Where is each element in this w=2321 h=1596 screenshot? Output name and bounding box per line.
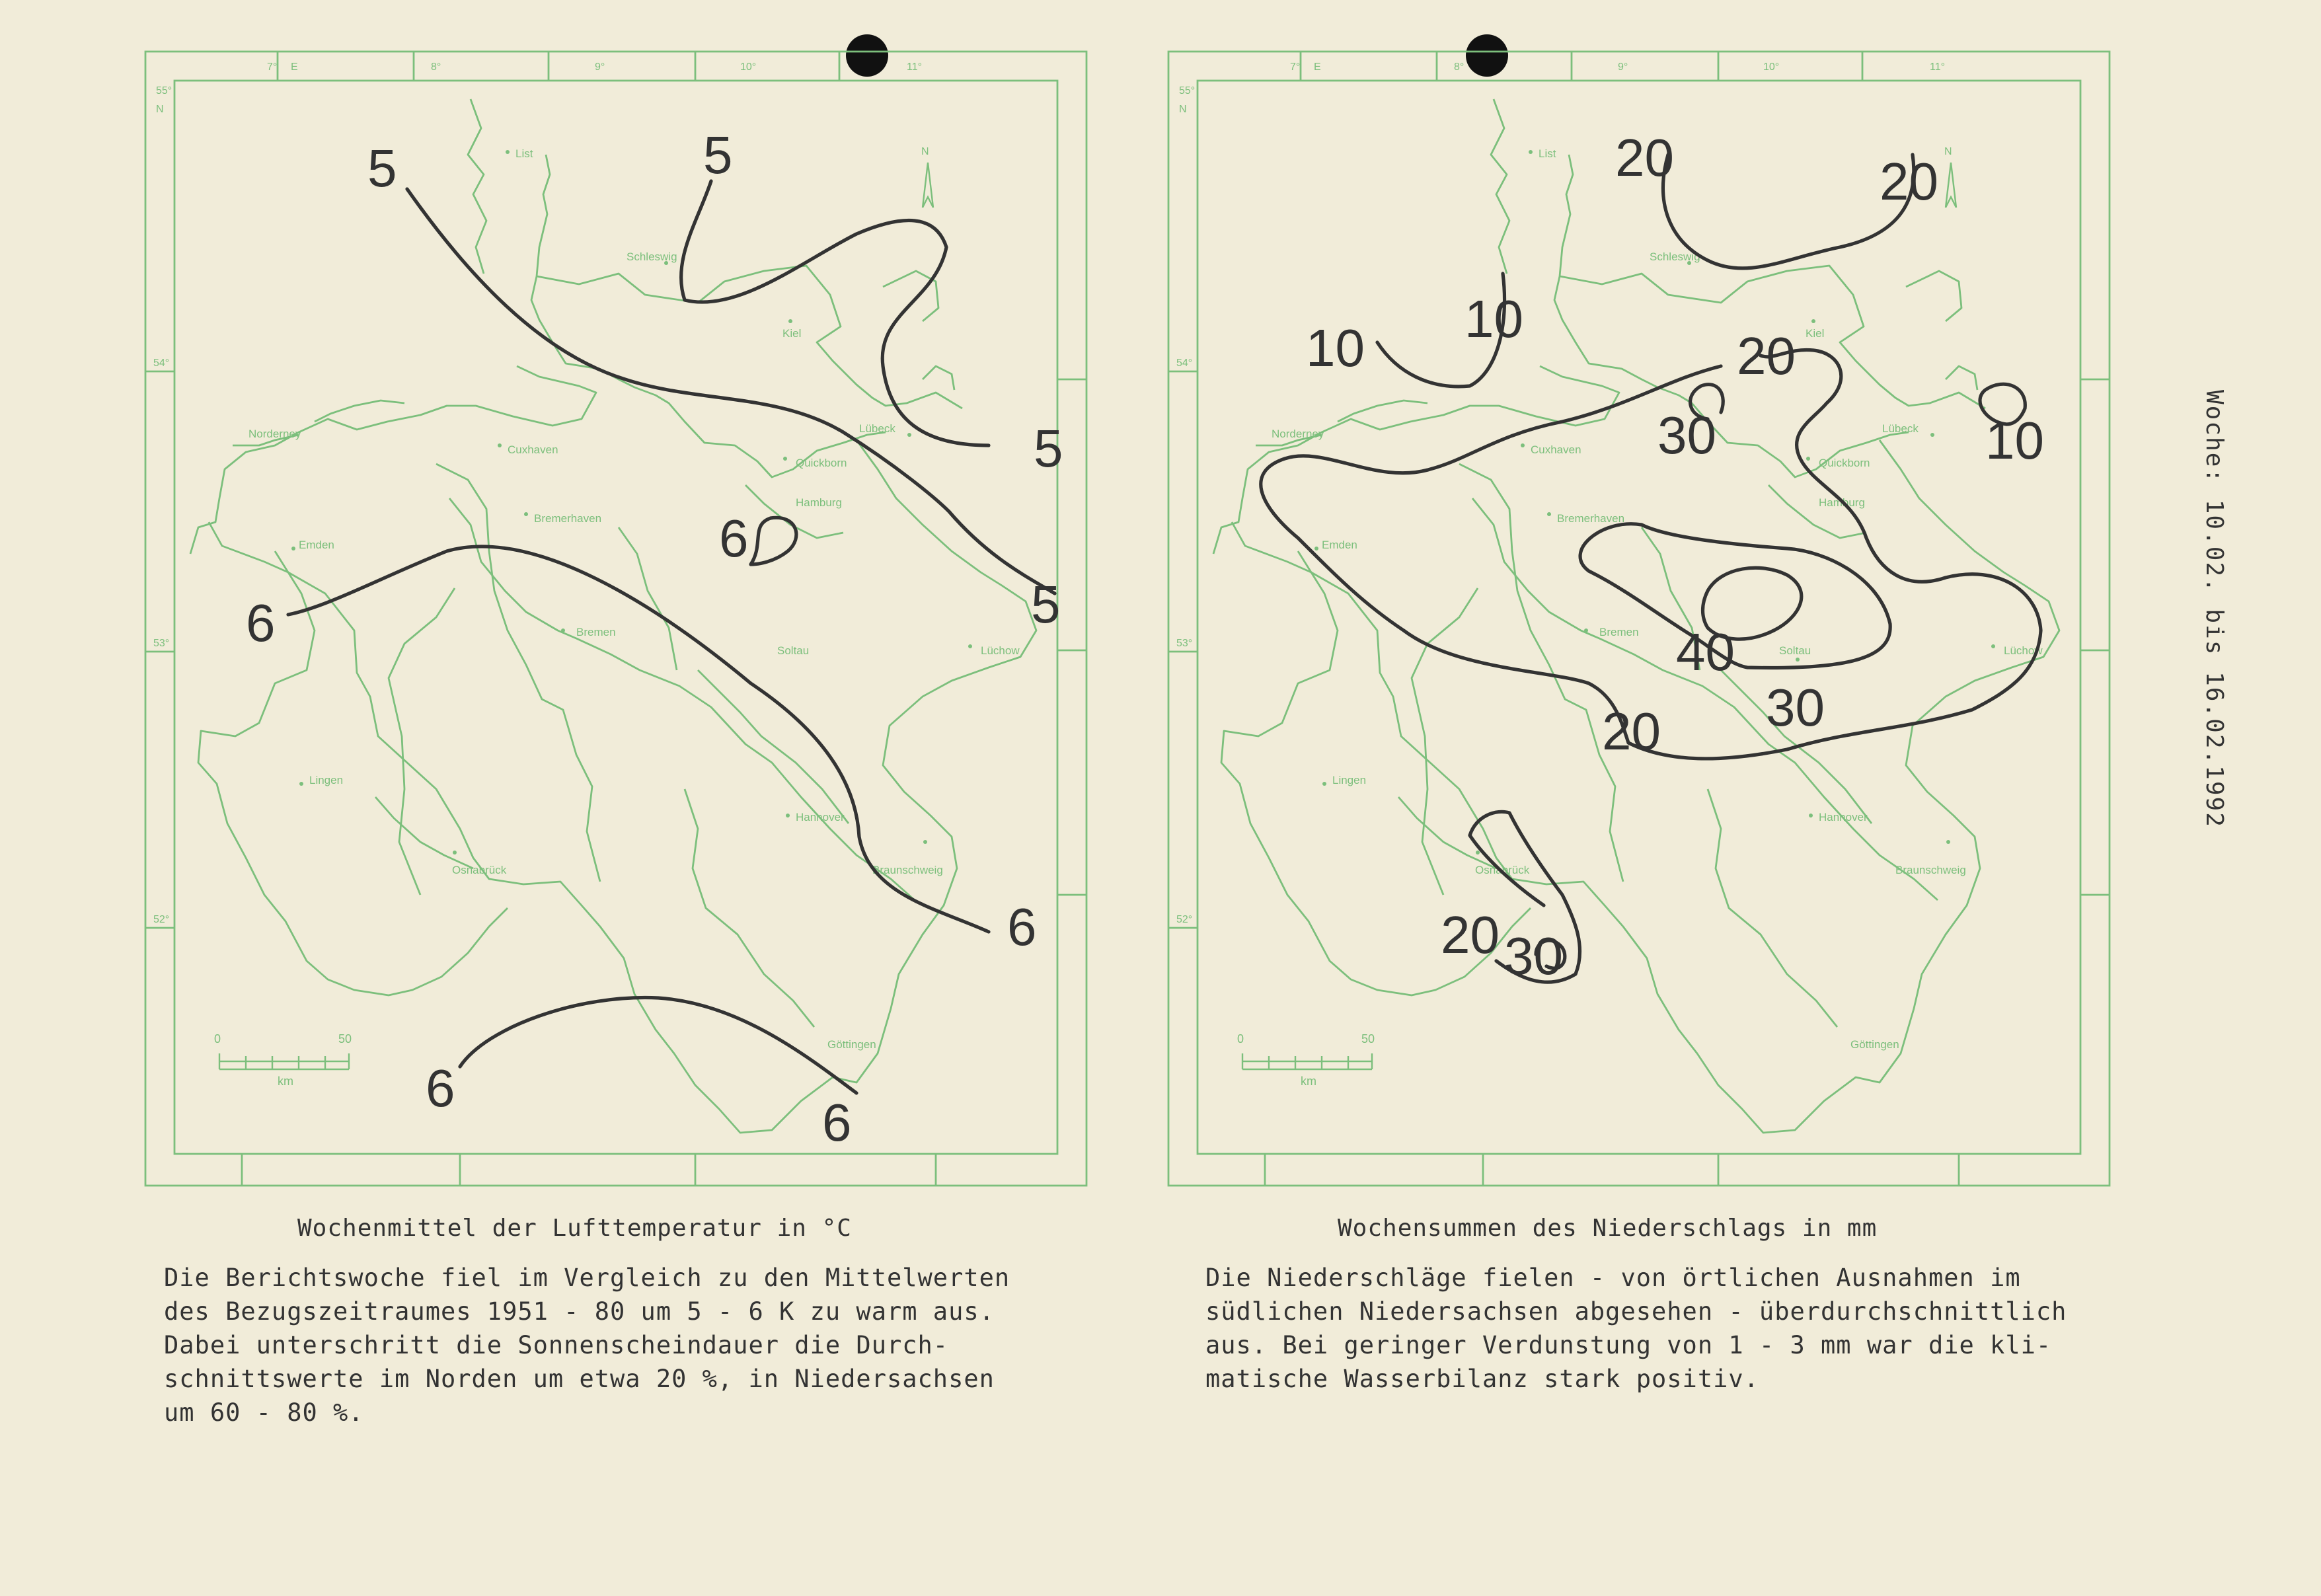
temperature-map (143, 49, 1089, 1188)
text-line: Dabei unterschritt die Sonnenscheindauer die Durch- (164, 1331, 949, 1359)
city-luechow (968, 644, 1020, 657)
lat-tick: 53° (153, 638, 170, 649)
lon-tick: 7° (267, 61, 278, 73)
svg-text:Kiel: Kiel (782, 327, 802, 340)
svg-text:Schleswig: Schleswig (627, 250, 677, 263)
svg-text:Emden: Emden (299, 539, 334, 551)
text-line: Die Berichtswoche fiel im Vergleich zu den Mittelwerten (164, 1264, 1010, 1292)
lat-tick: 54° (1176, 358, 1193, 369)
svg-text:Hamburg: Hamburg (796, 496, 842, 509)
lon-tick: E (1314, 61, 1321, 73)
lon-tick: 10° (740, 61, 757, 73)
lon-tick: E (291, 61, 298, 73)
precipitation-map-caption: Wochensummen des Niederschlags in mm (1338, 1215, 1878, 1242)
isoline-label: 6 (719, 509, 749, 568)
scale-bar (214, 1032, 352, 1088)
isoline-label: 10 (1306, 319, 1365, 377)
text-line: matische Wasserbilanz stark positiv. (1205, 1365, 1759, 1393)
svg-text:Bremerhaven: Bremerhaven (1557, 512, 1625, 525)
base-map (1213, 99, 2059, 1133)
svg-text:Soltau: Soltau (777, 644, 810, 657)
svg-text:Hannover: Hannover (1819, 811, 1868, 823)
svg-text:Emden: Emden (1322, 539, 1357, 551)
inner-frame (174, 81, 1057, 1154)
city-bremen (561, 626, 616, 638)
north-label: N (1944, 146, 1952, 157)
precipitation-map-svg (1166, 49, 2112, 1188)
temperature-map-svg (143, 49, 1089, 1188)
lon-tick: 10° (1763, 61, 1780, 73)
city-bremen (1584, 626, 1639, 638)
north-label: N (921, 146, 929, 157)
scale-fifty: 50 (338, 1032, 352, 1045)
svg-text:Hamburg: Hamburg (1819, 496, 1865, 509)
isohyet-30-main (1580, 524, 1890, 668)
svg-text:Schleswig: Schleswig (1650, 250, 1700, 263)
isoline-label: 5 (703, 126, 733, 184)
svg-text:Osnabrück: Osnabrück (1475, 864, 1530, 876)
temperature-description (164, 1261, 1010, 1429)
svg-text:Kiel: Kiel (1806, 327, 1825, 340)
text-line: des Bezugszeitraumes 1951 - 80 um 5 - 6 K zu warm aus. (164, 1297, 995, 1326)
city-braunschweig (872, 840, 943, 876)
city-norderney (1272, 428, 1324, 440)
svg-text:List: List (1539, 147, 1556, 160)
outer-frame (145, 52, 1086, 1186)
isoline-label: 20 (1880, 152, 1938, 211)
text-line: aus. Bei geringer Verdunstung von 1 - 3 mm war die kli- (1205, 1331, 2052, 1359)
isotherm-6-south (460, 998, 856, 1093)
city-soltau (1779, 644, 1811, 662)
scale-zero: 0 (214, 1032, 221, 1045)
isoline-label: 20 (1602, 702, 1661, 761)
svg-text:Hannover: Hannover (796, 811, 845, 823)
isoline-label: 30 (1504, 927, 1563, 985)
lat-tick: 52° (1176, 914, 1193, 925)
city-bremerhaven (1547, 512, 1624, 525)
lon-tick: 7° (1290, 61, 1301, 73)
city-quickborn (1806, 457, 1870, 469)
scale-unit: km (1301, 1075, 1316, 1088)
city-emden (1314, 539, 1357, 551)
scale-bar (1237, 1032, 1375, 1088)
isoline-label: 5 (1034, 419, 1063, 478)
lat-tick: 52° (153, 914, 170, 925)
svg-text:Braunschweig: Braunschweig (872, 864, 943, 876)
city-kiel (1806, 319, 1824, 340)
scale-zero: 0 (1237, 1032, 1244, 1045)
city-hamburg (796, 496, 842, 509)
city-hannover (786, 811, 845, 823)
precipitation-description (1205, 1261, 2067, 1396)
lon-tick: 11° (907, 61, 923, 73)
svg-text:Cuxhaven: Cuxhaven (1531, 443, 1581, 456)
city-hannover (1809, 811, 1868, 823)
city-osnabrueck (452, 851, 507, 876)
svg-text:Quickborn: Quickborn (1819, 457, 1870, 469)
lon-tick: 9° (1618, 61, 1628, 73)
svg-text:Göttingen: Göttingen (1850, 1038, 1899, 1051)
svg-text:Soltau: Soltau (1779, 644, 1811, 657)
city-cuxhaven (1521, 443, 1581, 456)
svg-text:Cuxhaven: Cuxhaven (508, 443, 558, 456)
isohyet-20-main (1261, 350, 2041, 758)
city-norderney (248, 428, 301, 440)
inner-frame (1198, 81, 2080, 1154)
svg-text:Quickborn: Quickborn (796, 457, 847, 469)
city-lingen (1322, 774, 1366, 786)
isoline-label: 6 (426, 1059, 455, 1118)
city-luebeck (1882, 422, 1934, 437)
north-arrow-icon (1946, 163, 1956, 208)
city-goettingen (1850, 1038, 1899, 1051)
isoline-label: 10 (1985, 411, 2044, 470)
isoline-label: 5 (367, 139, 397, 198)
isotherm-5-east (681, 181, 989, 445)
city-cuxhaven (498, 443, 558, 456)
city-soltau (777, 644, 809, 657)
text-line: südlichen Niedersachsen abgesehen - überdurchschnittlich (1205, 1297, 2067, 1326)
svg-text:Norderney: Norderney (248, 428, 301, 440)
city-lingen (299, 774, 343, 786)
isoline-label: 6 (1007, 897, 1037, 956)
svg-text:Lüchow: Lüchow (2004, 644, 2043, 657)
svg-text:Lingen: Lingen (1332, 774, 1367, 786)
isoline-label: 20 (1615, 128, 1674, 187)
city-emden (291, 539, 334, 551)
city-schleswig (627, 250, 677, 265)
isoline-label: 20 (1737, 326, 1796, 385)
svg-text:Bremerhaven: Bremerhaven (534, 512, 602, 525)
lon-tick: 8° (431, 61, 441, 73)
svg-text:Norderney: Norderney (1272, 428, 1324, 440)
isoline-label: 6 (246, 593, 276, 652)
svg-text:Braunschweig: Braunschweig (1895, 864, 1966, 876)
text-line: schnittswerte im Norden um etwa 20 %, in Niedersachsen (164, 1365, 995, 1393)
lat-tick: 54° (153, 358, 170, 369)
isoline-label: 10 (1465, 289, 1523, 348)
svg-text:Göttingen: Göttingen (827, 1038, 876, 1051)
outer-frame (1168, 52, 2110, 1186)
isoline-label: 30 (1766, 678, 1825, 737)
isoline-label: 20 (1441, 905, 1500, 964)
city-quickborn (783, 457, 847, 469)
isoline-label: 5 (1031, 575, 1061, 634)
city-goettingen (827, 1038, 876, 1051)
lat-tick: N (156, 104, 164, 115)
svg-text:List: List (515, 147, 533, 160)
svg-text:Bremen: Bremen (1599, 626, 1639, 638)
city-list (1529, 147, 1556, 160)
lat-tick: 53° (1176, 638, 1193, 649)
lat-tick: N (1179, 104, 1187, 115)
isoline-label: 6 (822, 1093, 852, 1152)
scale-fifty: 50 (1361, 1032, 1375, 1045)
isoline-label: 30 (1657, 406, 1716, 465)
svg-text:Lübeck: Lübeck (1882, 422, 1919, 435)
svg-text:Osnabrück: Osnabrück (452, 864, 507, 876)
city-list (506, 147, 533, 160)
lon-tick: 9° (595, 61, 605, 73)
isoline-label: 40 (1676, 623, 1735, 681)
svg-text:Lüchow: Lüchow (981, 644, 1020, 657)
base-map (190, 99, 1036, 1133)
text-line: Die Niederschläge fielen - von örtlichen Ausnahmen im (1205, 1264, 2021, 1292)
scale-unit: km (278, 1075, 293, 1088)
precipitation-map (1166, 49, 2112, 1188)
week-label: Woche: 10.02. bis 16.02.1992 (2201, 390, 2228, 828)
city-bremerhaven (524, 512, 601, 525)
lat-tick: 55° (156, 85, 172, 96)
lat-tick: 55° (1179, 85, 1196, 96)
svg-text:Lübeck: Lübeck (859, 422, 895, 435)
lon-tick: 8° (1454, 61, 1465, 73)
text-line: um 60 - 80 %. (164, 1398, 364, 1427)
isohyet-20-north (1663, 155, 1914, 268)
svg-text:Bremen: Bremen (576, 626, 616, 638)
city-braunschweig (1895, 840, 1966, 876)
svg-text:Lingen: Lingen (309, 774, 344, 786)
city-luebeck (859, 422, 911, 437)
lon-tick: 11° (1930, 61, 1946, 73)
temperature-map-caption: Wochenmittel der Lufttemperatur in °C (297, 1215, 852, 1242)
north-arrow-icon (923, 163, 933, 208)
city-kiel (782, 319, 801, 340)
